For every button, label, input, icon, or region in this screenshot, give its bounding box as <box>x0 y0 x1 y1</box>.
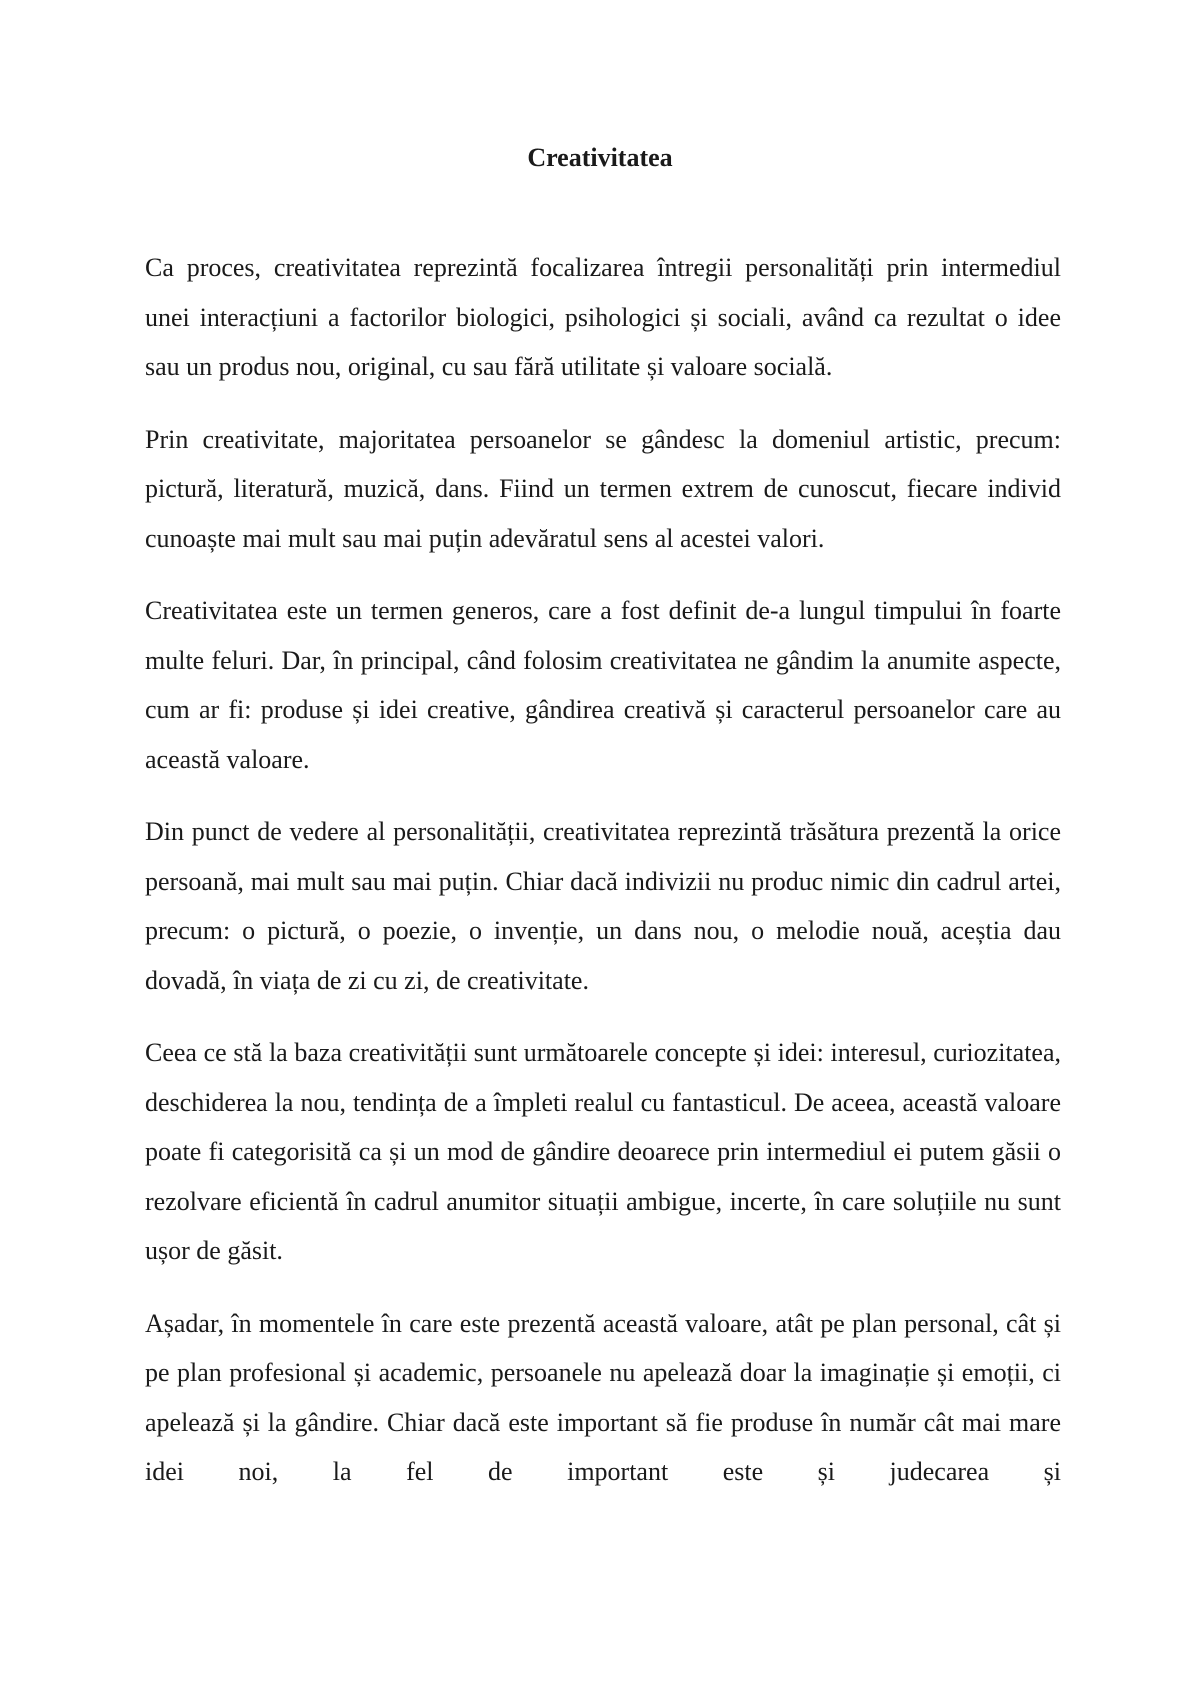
page-title: Creativitatea <box>527 143 673 172</box>
paragraph-6: Așadar, în momentele în care este prezentă această valoare, atât pe plan personal, cât și pe plan profesional și academic, persoanele nu apelează doar la imaginație și emoții, ci apelează și la gândire. Chiar dacă este important să fie produse în număr cât mai mare idei noi, la fel de important este și judecarea și <box>145 1308 1061 1486</box>
document-body <box>145 243 1061 1520</box>
paragraph-1: Ca proces, creativitatea reprezintă focalizarea întregii personalități prin intermediul unei interacțiuni a factorilor biologici, psihologici și sociali, având ca rezultat o idee sau un produs nou, original, cu sau fără utilitate și valoare socială. <box>145 253 1061 381</box>
paragraph-3: Creativitatea este un termen generos, care a fost definit de-a lungul timpului în foarte multe feluri. Dar, în principal, când folosim creativitatea ne gândim la anumite aspecte, cum ar fi: produse și idei creative, gândirea creativă și caracterul persoanelor care au această valoare. <box>145 596 1061 774</box>
paragraph-5: Ceea ce stă la baza creativității sunt următoarele concepte și idei: interesul, curiozitatea, deschiderea la nou, tendința de a împleti realul cu fantasticul. De aceea, această valoare poate fi categorisită ca și un mod de gândire deoarece prin intermediul ei putem găsii o rezolvare eficientă în cadrul anumitor situații ambigue, incerte, în care soluțiile nu sunt ușor de găsit. <box>145 1038 1061 1265</box>
paragraph-4: Din punct de vedere al personalității, creativitatea reprezintă trăsătura prezentă la orice persoană, mai mult sau mai puțin. Chiar dacă indivizii nu produc nimic din cadrul artei, precum: o pictură, o poezie, o invenție, un dans nou, o melodie nouă, aceștia dau dovadă, în viața de zi cu zi, de creativitate. <box>145 817 1061 995</box>
paragraph-2: Prin creativitate, majoritatea persoanelor se gândesc la domeniul artistic, precum: pictură, literatură, muzică, dans. Fiind un termen extrem de cunoscut, fiecare individ cunoaște mai mult sau mai puțin adevăratul sens al acestei valori. <box>145 424 1061 553</box>
